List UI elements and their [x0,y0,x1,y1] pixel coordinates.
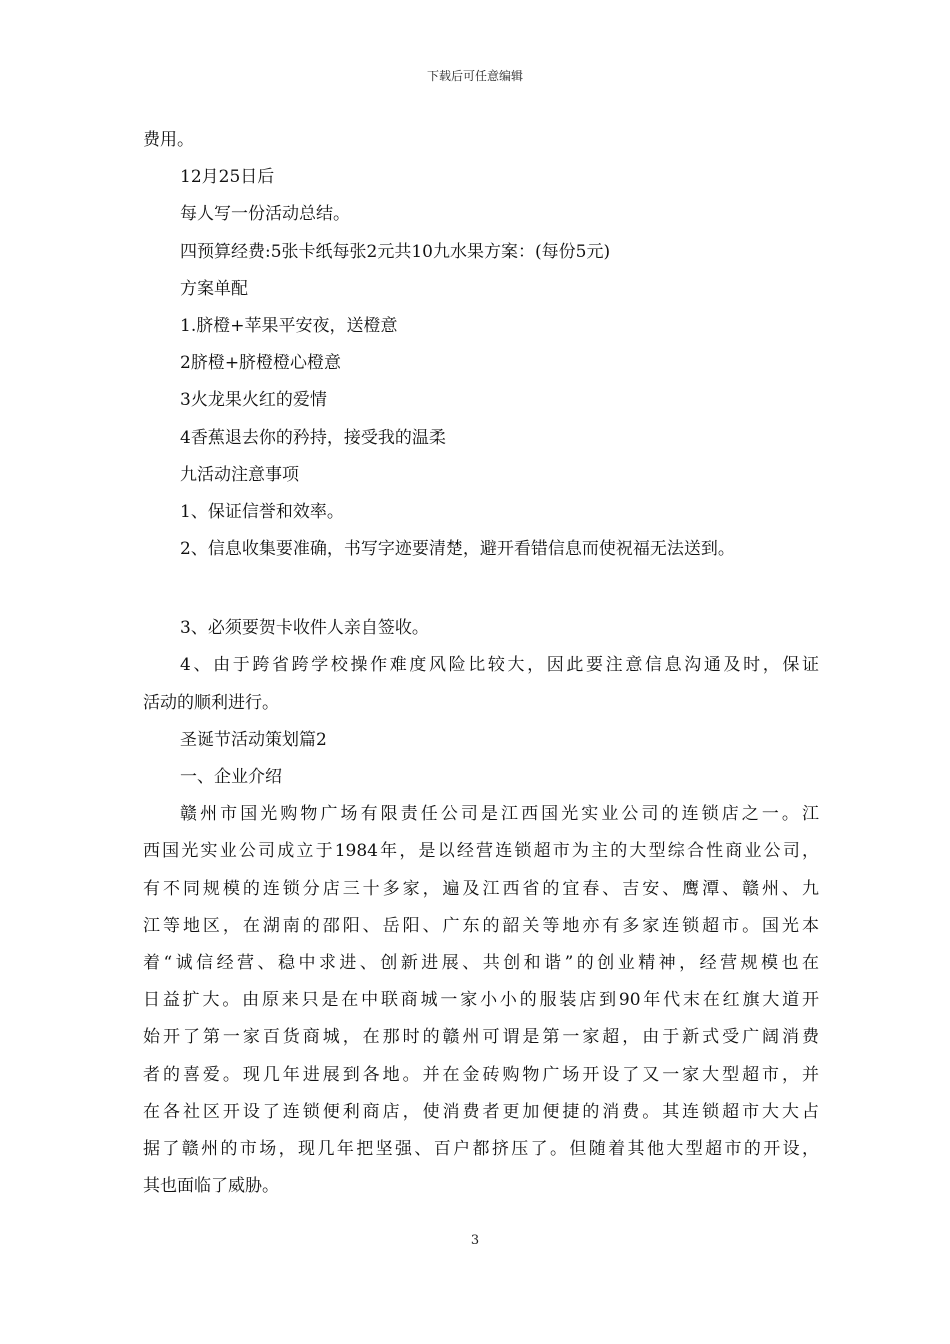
text-line: 每人写一份活动总结。 [180,204,350,225]
text-line: 方案单配 [180,278,248,299]
subsection-heading: 一、企业介绍 [180,767,282,787]
text-line: 西国光实业公司成立于1984年，是以经营连锁超市为主的大型综合性商业公司， [143,841,819,862]
text-line: 赣州市国光购物广场有限责任公司是江西国光实业公司的连锁店之一。江 [180,804,819,825]
text-line: 据了赣州的市场，现几年把坚强、百户都挤压了。但随着其他大型超市的开设， [143,1138,819,1159]
document-body [143,122,819,1205]
text-line: 者的喜爱。现几年进展到各地。并在金砖购物广场开设了又一家大型超市，并 [143,1064,819,1085]
text-line: 3火龙果火红的爱情 [180,390,327,411]
text-line: 4香蕉退去你的矜持，接受我的温柔 [180,427,446,448]
text-line: 1.脐橙+苹果平安夜，送橙意 [180,315,398,336]
text-line: 2、信息收集要准确，书写字迹要清楚，避开看错信息而使祝福无法送到。 [180,539,735,560]
text-line: 1、保证信誉和效率。 [180,501,344,522]
text-line: 3、必须要贺卡收件人亲自签收。 [180,618,429,639]
text-line: 四预算经费:5张卡纸每张2元共10九水果方案：(每份5元) [180,241,611,262]
paragraph-gap [143,568,819,610]
text-line: 九活动注意事项 [180,464,299,485]
text-line: 活动的顺利进行。 [143,692,279,713]
text-line: 着“诚信经营、稳中求进、创新进展、共创和谐”的创业精神，经营规模也在 [143,952,819,973]
section-heading: 圣诞节活动策划篇2 [180,729,327,750]
text-line: 其也面临了威胁。 [143,1176,279,1197]
text-line: 费用。 [143,130,194,150]
text-line: 日益扩大。由原来只是在中联商城一家小小的服装店到90年代末在红旗大道开 [143,990,819,1011]
text-line: 在各社区开设了连锁便利商店，使消费者更加便捷的消费。其连锁超市大大占 [143,1101,819,1122]
text-line: 有不同规模的连锁分店三十多家，遍及江西省的宜春、吉安、鹰潭、赣州、九 [143,878,819,899]
text-line: 12月25日后 [180,167,275,188]
text-line: 4、由于跨省跨学校操作难度风险比较大，因此要注意信息沟通及时，保证 [180,655,819,676]
page-header: 下载后可任意编辑 [426,69,523,83]
text-line: 江等地区，在湖南的邵阳、岳阳、广东的韶关等地亦有多家连锁超市。国光本 [143,915,819,936]
text-line: 2脐橙+脐橙橙心橙意 [180,353,342,374]
page-number: 3 [470,1233,480,1248]
text-line: 始开了第一家百货商城，在那时的赣州可谓是第一家超，由于新式受广阔消费 [143,1027,819,1048]
